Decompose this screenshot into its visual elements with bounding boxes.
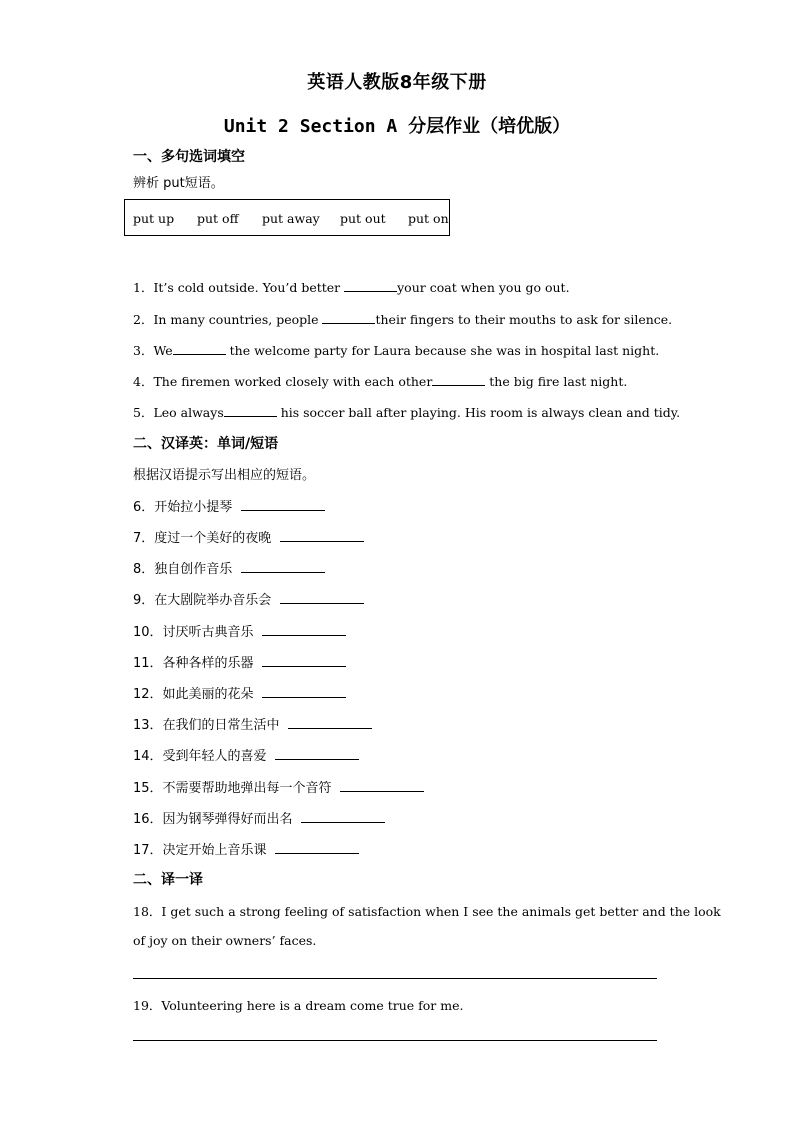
section-instruction-2: 根据汉语提示写出相应的短语。 xyxy=(133,468,316,483)
section-heading-1: 一、多句选词填空 xyxy=(133,149,245,165)
question-8: 8．独自创作音乐 xyxy=(133,558,325,577)
question-1: 1．It’s cold outside. You’d better your coat when you go out. xyxy=(133,280,570,295)
question-18-line-2: of joy on their owners’ faces. xyxy=(133,933,317,948)
answer-blank[interactable] xyxy=(241,560,325,573)
question-12: 12．如此美丽的花朵 xyxy=(133,683,346,702)
question-18-line-1: 18．I get such a strong feeling of satisfaction when I see the animals get better and the look xyxy=(133,904,721,919)
answer-blank[interactable] xyxy=(275,841,359,854)
answer-blank[interactable] xyxy=(288,716,372,729)
answer-blank[interactable] xyxy=(224,404,277,417)
answer-blank[interactable] xyxy=(322,311,375,324)
question-9: 9．在大剧院举办音乐会 xyxy=(133,589,364,608)
answer-line-18[interactable] xyxy=(133,978,657,979)
answer-blank[interactable] xyxy=(262,654,346,667)
document-title: 英语人教版8年级下册 xyxy=(307,72,487,93)
section-heading-3: 二、译一译 xyxy=(133,872,203,888)
option-put-on: put on xyxy=(408,211,449,226)
section-heading-2: 二、汉译英：单词/短语 xyxy=(133,436,279,452)
question-5: 5．Leo always his soccer ball after playing. His room is always clean and tidy. xyxy=(133,405,681,420)
question-10: 10．讨厌听古典音乐 xyxy=(133,621,346,640)
question-4: 4．The firemen worked closely with each other the big fire last night. xyxy=(133,374,628,389)
word-options-box xyxy=(124,199,450,236)
answer-blank[interactable] xyxy=(173,342,226,355)
question-16: 16．因为钢琴弹得好而出名 xyxy=(133,808,385,827)
question-11: 11．各种各样的乐器 xyxy=(133,652,346,671)
option-put-away: put away xyxy=(262,211,320,226)
question-14: 14．受到年轻人的喜爱 xyxy=(133,745,359,764)
answer-blank[interactable] xyxy=(344,279,397,292)
option-put-off: put off xyxy=(197,211,239,226)
question-3: 3．We the welcome party for Laura because she was in hospital last night. xyxy=(133,343,660,358)
answer-line-19[interactable] xyxy=(133,1040,657,1041)
answer-blank[interactable] xyxy=(262,685,346,698)
question-7: 7．度过一个美好的夜晚 xyxy=(133,527,364,546)
document-subtitle: Unit 2 Section A 分层作业（培优版） xyxy=(223,116,571,137)
answer-blank[interactable] xyxy=(280,591,364,604)
question-17: 17．决定开始上音乐课 xyxy=(133,839,359,858)
option-put-out: put out xyxy=(340,211,386,226)
answer-blank[interactable] xyxy=(340,779,424,792)
answer-blank[interactable] xyxy=(301,810,385,823)
answer-blank[interactable] xyxy=(432,373,485,386)
answer-blank[interactable] xyxy=(262,623,346,636)
question-2: 2．In many countries, people their fingers to their mouths to ask for silence. xyxy=(133,312,673,327)
answer-blank[interactable] xyxy=(241,498,325,511)
answer-blank[interactable] xyxy=(275,747,359,760)
answer-blank[interactable] xyxy=(280,529,364,542)
question-15: 15．不需要帮助地弹出每一个音符 xyxy=(133,777,424,796)
section-instruction-1: 辨析 put短语。 xyxy=(133,176,224,191)
question-6: 6．开始拉小提琴 xyxy=(133,496,325,515)
option-put-up: put up xyxy=(133,211,175,226)
question-19: 19．Volunteering here is a dream come true for me. xyxy=(133,998,464,1013)
question-13: 13．在我们的日常生活中 xyxy=(133,714,372,733)
